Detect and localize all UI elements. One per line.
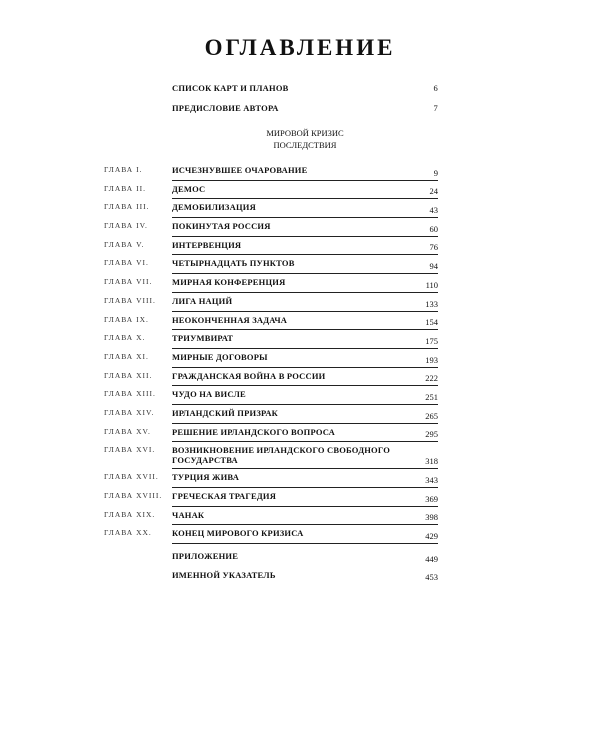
toc-row <box>104 181 438 200</box>
chapter-page-number: 94 <box>429 261 438 272</box>
chapter-label: ГЛАВА X. <box>104 333 146 343</box>
section-heading <box>172 127 438 151</box>
chapter-title: РЕШЕНИЕ ИРЛАНДСКОГО ВОПРОСА <box>172 426 335 437</box>
chapter-label: ГЛАВА III. <box>104 202 150 212</box>
toc-row <box>104 199 438 218</box>
row-divider <box>172 543 438 544</box>
chapter-label: ГЛАВА IV. <box>104 221 148 231</box>
toc-row <box>104 330 438 349</box>
toc-row <box>104 469 438 488</box>
chapter-page-number: 251 <box>425 391 438 402</box>
front-matter-item-preface <box>172 103 438 113</box>
chapter-title: ПРИЛОЖЕНИЕ <box>172 551 239 562</box>
front-matter-title: СПИСОК КАРТ И ПЛАНОВ <box>172 83 289 93</box>
chapter-title: ТРИУМВИРАТ <box>172 333 234 344</box>
chapter-page-number: 193 <box>425 354 438 365</box>
chapter-label: ГЛАВА XI. <box>104 351 149 361</box>
chapter-page-number: 398 <box>425 512 438 523</box>
chapter-label: ГЛАВА XVIII. <box>104 491 163 500</box>
chapter-page-number: 222 <box>425 373 438 384</box>
toc-row <box>104 567 438 586</box>
toc-row <box>104 368 438 387</box>
chapter-page-number: 429 <box>425 531 438 542</box>
chapter-page-number: 453 <box>425 572 438 583</box>
chapter-label: ГЛАВА IX. <box>104 314 149 324</box>
chapter-title: ВОЗНИКНОВЕНИЕ ИРЛАНДСКОГО СВОБОДНОГО ГОСУДАРСТВА <box>172 445 391 466</box>
toc-row <box>104 274 438 293</box>
chapter-label: ГЛАВА II. <box>104 183 146 193</box>
chapter-title: ИНТЕРВЕНЦИЯ <box>172 239 242 250</box>
chapter-title: КОНЕЦ МИРОВОГО КРИЗИСА <box>172 528 304 539</box>
chapter-page-number: 369 <box>425 493 438 504</box>
chapter-title: ГРЕЧЕСКАЯ ТРАГЕДИЯ <box>172 491 277 501</box>
chapter-title: ДЕМОБИЛИЗАЦИЯ <box>172 202 256 213</box>
chapter-label: ГЛАВА XIX. <box>104 509 156 519</box>
chapter-page-number: 343 <box>425 475 438 485</box>
chapter-label: ГЛАВА VII. <box>104 277 153 287</box>
chapter-label: ГЛАВА I. <box>104 165 143 174</box>
chapter-label: ГЛАВА XV. <box>104 426 151 436</box>
chapter-label: ГЛАВА XVI. <box>104 445 156 455</box>
chapter-label: ГЛАВА XVII. <box>104 472 159 482</box>
chapter-page-number: 110 <box>425 279 438 290</box>
chapter-page-number: 265 <box>425 410 438 421</box>
toc-row <box>104 218 438 237</box>
front-matter-title: ПРЕДИСЛОВИЕ АВТОРА <box>172 103 279 113</box>
chapter-title: НЕОКОНЧЕННАЯ ЗАДАЧА <box>172 314 288 325</box>
chapter-page-number: 154 <box>425 317 438 328</box>
chapter-title: ЧУДО НА ВИСЛЕ <box>172 389 246 400</box>
chapter-label: ГЛАВА VIII. <box>104 295 156 305</box>
chapter-title: ИРЛАНДСКИЙ ПРИЗРАК <box>172 407 279 418</box>
chapter-page-number: 318 <box>425 456 438 467</box>
section-heading-line2: ПОСЛЕДСТВИЯ <box>273 140 337 150</box>
chapter-page-number: 9 <box>433 167 438 178</box>
chapter-label: ГЛАВА V. <box>104 239 145 249</box>
chapter-page-number: 449 <box>425 553 438 564</box>
toc-row <box>104 349 438 368</box>
chapter-label: ГЛАВА XX. <box>104 528 152 538</box>
chapter-label: ГЛАВА XIV. <box>104 407 155 417</box>
toc-row <box>104 386 438 405</box>
toc-row <box>104 405 438 424</box>
toc-row <box>104 162 438 181</box>
page-title: ОГЛАВЛЕНИЕ <box>204 35 396 60</box>
chapter-title: МИРНЫЕ ДОГОВОРЫ <box>172 351 268 362</box>
chapter-title: ЧЕТЫРНАДЦАТЬ ПУНКТОВ <box>172 258 295 269</box>
chapter-title: ГРАЖДАНСКАЯ ВОЙНА В РОССИИ <box>172 370 326 381</box>
chapter-title: ПОКИНУТАЯ РОССИЯ <box>172 221 271 232</box>
chapter-label: ГЛАВА VI. <box>104 258 149 268</box>
chapter-title: ЧАНАК <box>172 509 205 520</box>
toc-row <box>104 237 438 256</box>
table-of-contents <box>104 162 438 585</box>
chapter-title: ДЕМОС <box>172 183 206 194</box>
section-heading-line1: МИРОВОЙ КРИЗИС <box>266 128 344 138</box>
toc-row <box>104 488 438 507</box>
chapter-title: МИРНАЯ КОНФЕРЕНЦИЯ <box>172 277 286 288</box>
chapter-label: ГЛАВА XII. <box>104 370 153 380</box>
chapter-page-number: 175 <box>425 335 438 346</box>
front-matter-page: 7 <box>433 103 438 113</box>
toc-row <box>104 548 438 567</box>
chapter-title: ИСЧЕЗНУВШЕЕ ОЧАРОВАНИЕ <box>172 165 308 175</box>
toc-row <box>104 424 438 443</box>
chapter-page-number: 24 <box>429 186 438 197</box>
chapter-page-number: 76 <box>429 242 438 253</box>
chapter-title: ЛИГА НАЦИЙ <box>172 295 233 306</box>
front-matter-item-maps <box>172 83 438 93</box>
chapter-page-number: 43 <box>429 205 438 216</box>
front-matter-page: 6 <box>433 83 438 93</box>
toc-row <box>104 312 438 331</box>
chapter-title: ТУРЦИЯ ЖИВА <box>172 472 240 483</box>
chapter-page-number: 60 <box>429 223 438 234</box>
chapter-label: ГЛАВА XIII. <box>104 389 156 399</box>
toc-row <box>104 255 438 274</box>
chapter-page-number: 295 <box>425 429 438 440</box>
toc-row <box>104 507 438 526</box>
toc-row <box>104 525 438 544</box>
chapter-title: ИМЕННОЙ УКАЗАТЕЛЬ <box>172 569 276 580</box>
chapter-page-number: 133 <box>425 298 438 309</box>
toc-row <box>104 442 438 469</box>
toc-row <box>104 293 438 312</box>
